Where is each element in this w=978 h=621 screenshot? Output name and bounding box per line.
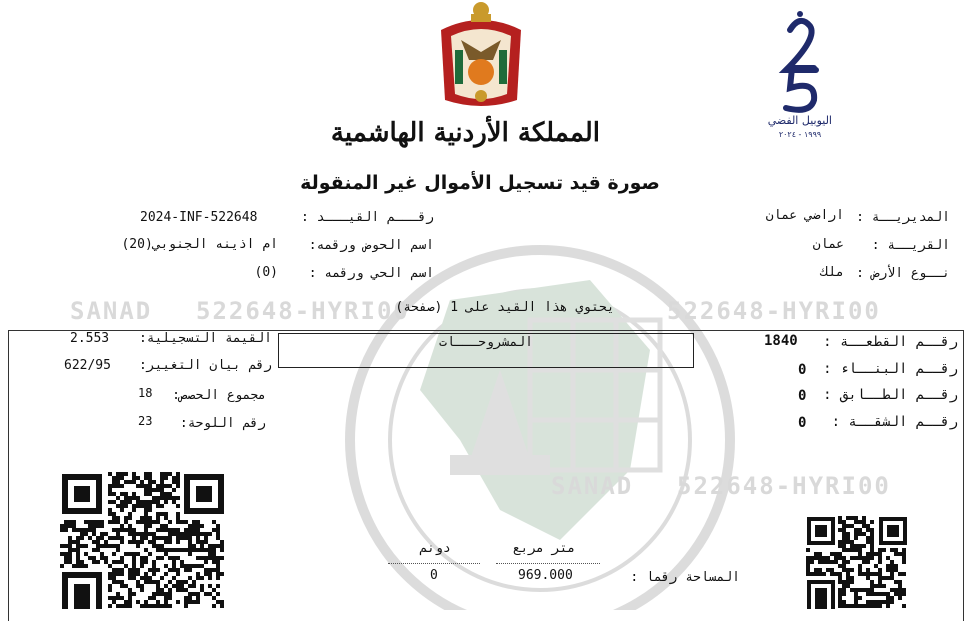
area-numeric-label: المساحة رقما : — [630, 570, 740, 585]
record-number-value: 2024-INF-522648 — [140, 210, 258, 225]
apartment-value: 0 — [798, 415, 807, 431]
qr-code-small — [806, 516, 908, 609]
dunum-underline — [388, 563, 480, 564]
registered-value-label: القيمة التسجيلية: — [138, 331, 272, 346]
district-label: اسم الحي ورقمه : — [308, 266, 434, 281]
change-statement-value: 622/95 — [64, 358, 111, 373]
watermark-code: 522648-HYRI00 — [677, 472, 891, 500]
jubilee-label: اليوبيل الفضي — [767, 114, 832, 127]
building-value: 0 — [798, 362, 807, 378]
floor-value: 0 — [798, 388, 807, 404]
document-title: صورة قيد تسجيل الأموال غير المنقولة — [300, 172, 660, 194]
apartment-label: رقــم الشقــة : — [831, 414, 958, 430]
pages-note: يحتوي هذا القيد على 1 (صفحة) — [395, 300, 615, 315]
jubilee-years: ١٩٩٩ - ٢٠٢٤ — [778, 130, 822, 139]
country-name: المملكة الأردنية الهاشمية — [330, 118, 600, 148]
watermark-code: 522648-HYRI00 — [667, 297, 881, 325]
shares-total-label: مجموع الحصص: — [172, 388, 266, 403]
building-label: رقــم البنــاء : — [823, 361, 958, 377]
area-unit-dunum: دونم — [419, 541, 451, 556]
registered-value: 2.553 — [70, 331, 110, 346]
record-number-label: رقـــم القيـــد : — [300, 210, 434, 225]
directorate-label: المديريــة : — [856, 210, 950, 225]
coat-of-arms-logo — [433, 0, 529, 112]
projects-box — [278, 333, 694, 368]
district-value: (0) — [254, 265, 278, 280]
area-dunum-value: 0 — [430, 568, 438, 583]
plot-label: رقــم القطعــة : — [823, 334, 958, 350]
directorate-value: اراضي عمان — [765, 208, 844, 223]
area-unit-sqm: متر مربع — [512, 541, 576, 556]
watermark-sanad: SANAD — [70, 297, 153, 325]
sheet-number-value: 23 — [138, 414, 153, 428]
projects-label: المشروحـــات — [439, 335, 533, 350]
area-sqm-value: 969.000 — [518, 568, 573, 583]
basin-label: اسم الحوض ورقمه: — [308, 238, 434, 253]
village-label: القريــة : — [871, 238, 950, 253]
floor-label: رقــم الطــابق : — [823, 387, 958, 403]
land-type-value: ملك — [820, 265, 844, 280]
watermark-code: 522648-HYRI00 — [196, 297, 410, 325]
sqm-underline — [496, 563, 600, 564]
qr-code-large — [60, 472, 226, 609]
shares-total-value: 18 — [138, 386, 153, 400]
silver-jubilee-logo — [772, 8, 828, 116]
watermark-sanad: SANAD — [551, 472, 634, 500]
village-value: عمان — [812, 237, 844, 252]
land-type-label: نــوع الأرض : — [856, 266, 950, 281]
plot-value: 1840 — [764, 333, 798, 349]
change-statement-label: رقم بيان التغيير: — [138, 358, 272, 373]
basin-value: ام اذينه الجنوبي(20) — [121, 237, 278, 252]
sheet-number-label: رقم اللوحة: — [179, 416, 266, 431]
